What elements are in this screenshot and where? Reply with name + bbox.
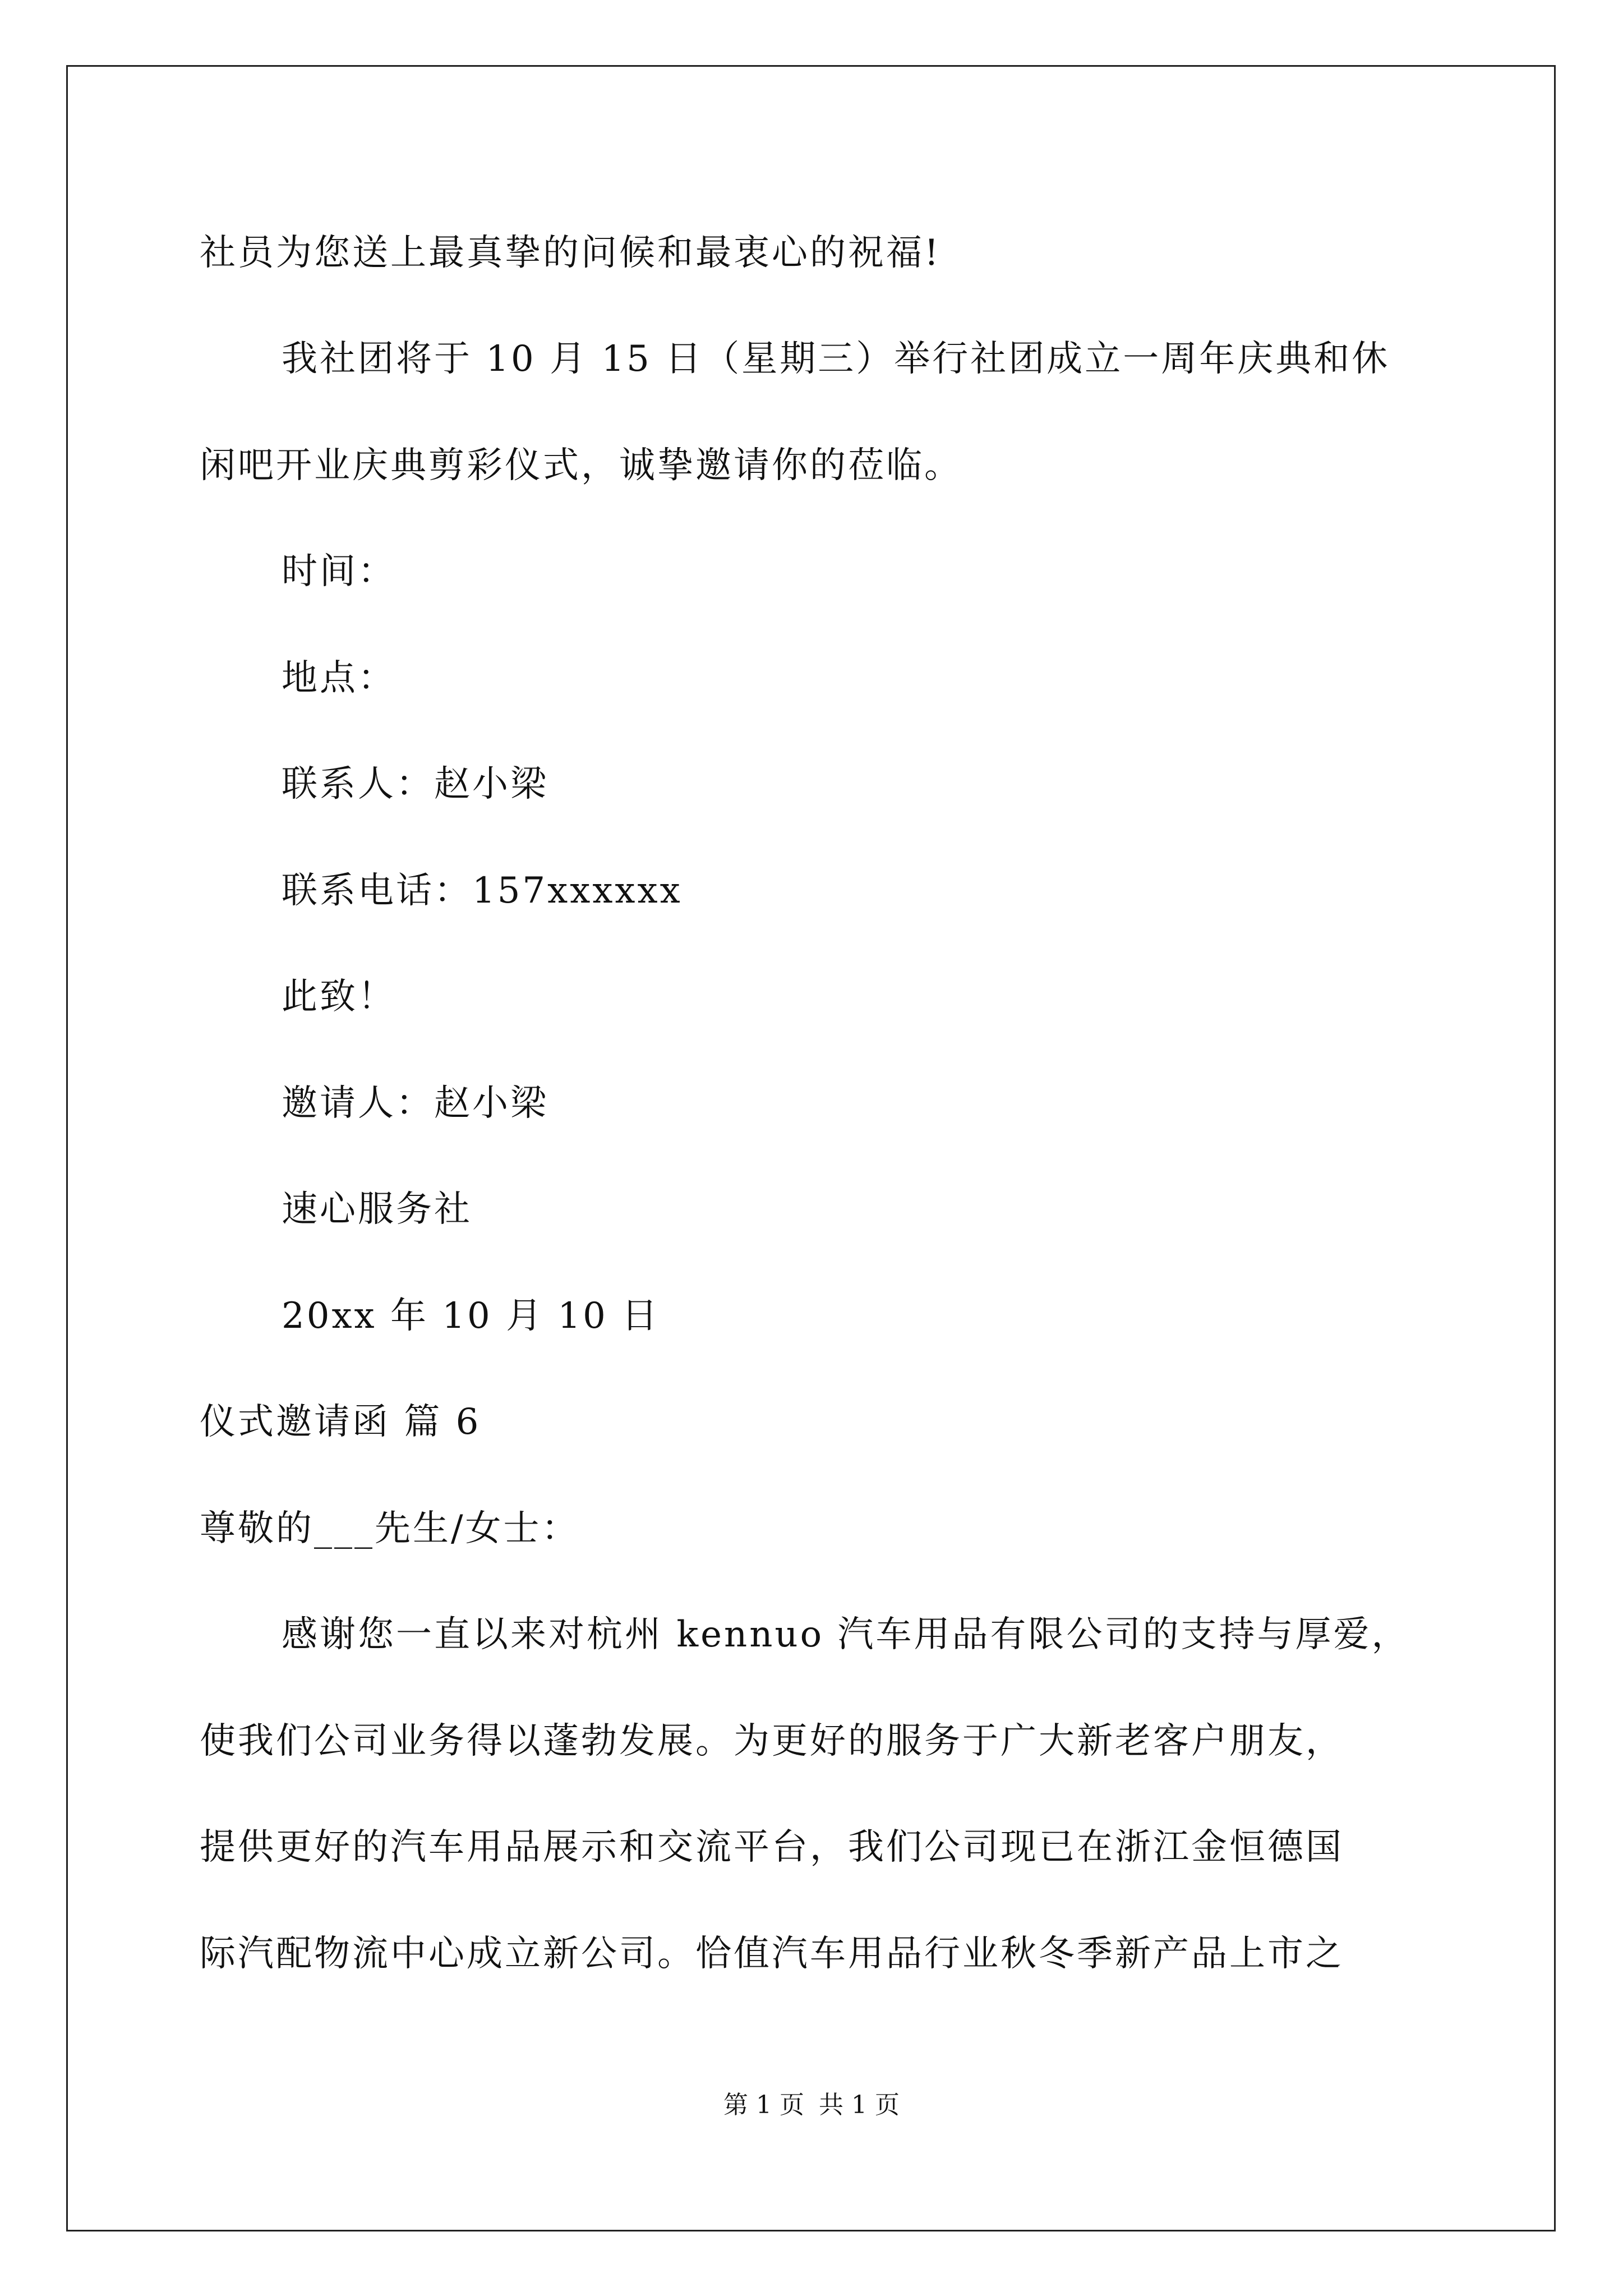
text-line: 联系电话：157xxxxxx	[282, 870, 683, 912]
text-line: 此致！	[282, 976, 396, 1018]
text-line: 联系人：赵小梁	[282, 763, 548, 805]
text-line: 地点：	[282, 657, 396, 699]
page-footer	[0, 2090, 1623, 2121]
text-line: 闲吧开业庆典剪彩仪式，诚挚邀请你的莅临。	[200, 445, 962, 486]
text-line: 感谢您一直以来对杭州 kennuo 汽车用品有限公司的支持与厚爱，	[282, 1614, 1410, 1655]
salutation: 尊敬的___先生/女士：	[200, 1508, 580, 1549]
section-heading: 仪式邀请函 篇 6	[200, 1401, 481, 1443]
page-border	[66, 65, 1556, 2231]
page-number: 第 1 页	[723, 2091, 804, 2119]
text-line: 邀请人：赵小梁	[282, 1083, 548, 1124]
text-line: 我社团将于 10 月 15 日（星期三）举行社团成立一周年庆典和休	[282, 338, 1390, 380]
text-line: 际汽配物流中心成立新公司。恰值汽车用品行业秋冬季新产品上市之	[200, 1933, 1344, 1975]
text-line: 社员为您送上最真挚的问候和最衷心的祝福!	[200, 232, 941, 274]
text-line: 速心服务社	[282, 1189, 472, 1230]
text-line: 时间：	[282, 551, 396, 592]
page-total: 共 1 页	[819, 2091, 900, 2119]
text-line: 20xx 年 10 月 10 日	[282, 1295, 660, 1337]
text-line: 使我们公司业务得以蓬勃发展。为更好的服务于广大新老客户朋友，	[200, 1720, 1344, 1762]
text-line: 提供更好的汽车用品展示和交流平台，我们公司现已在浙江金恒德国	[200, 1826, 1344, 1868]
